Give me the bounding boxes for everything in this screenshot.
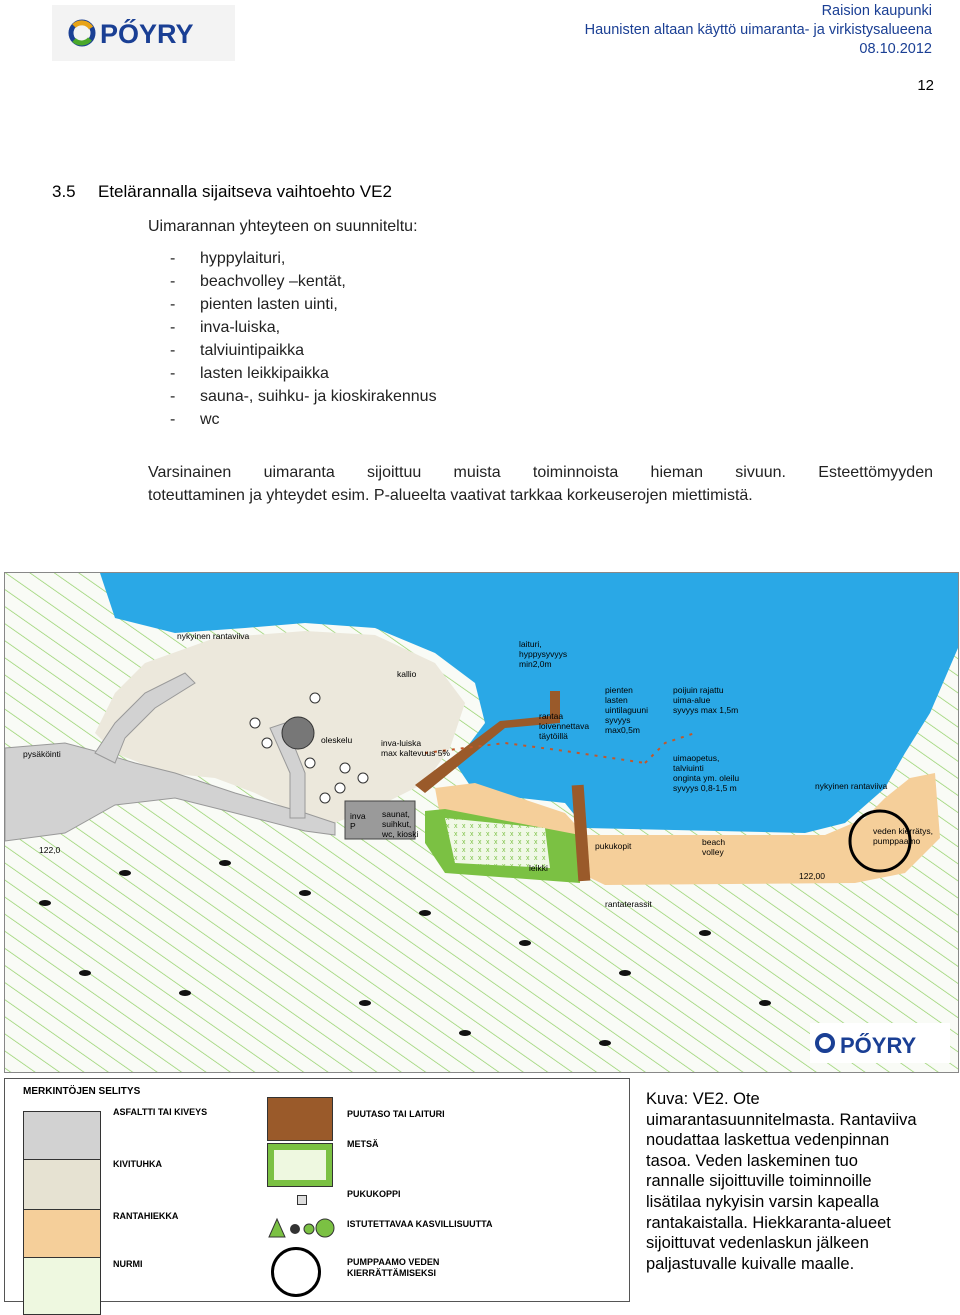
legend-label: ISTUTETTAVAA KASVILLISUUTTA bbox=[347, 1219, 493, 1229]
map-label: 122,0 bbox=[39, 845, 61, 855]
caption-line: rannalle sijoittuville toiminnoille bbox=[646, 1172, 872, 1191]
map-label: pienten lasten uintilaguuni syvyys max0,5m bbox=[605, 685, 649, 735]
dressing-room-icon bbox=[297, 1195, 307, 1205]
figure-caption bbox=[646, 1089, 946, 1274]
map-label: nykyinen rantaviiva bbox=[177, 631, 250, 641]
caption-line: paljastuvalle kuivalle maalle. bbox=[646, 1254, 855, 1273]
map-label: pysäköinti bbox=[23, 749, 61, 759]
map-logo-text: PŐYRY bbox=[840, 1033, 917, 1058]
list-item: - inva-luiska, bbox=[170, 319, 281, 336]
list-item: - wc bbox=[170, 411, 220, 428]
paragraph-line: toteuttaminen ja yhteydet esim. P-alueelta vaativat tarkkaa korkeuserojen miettimistä. bbox=[148, 487, 753, 504]
legend-swatch-wood bbox=[267, 1097, 333, 1141]
body-paragraph bbox=[148, 461, 933, 507]
list-item: - pienten lasten uinti, bbox=[170, 296, 338, 313]
caption-line: rantakaistalla. Hiekkaranta-alueet bbox=[646, 1213, 891, 1232]
section-heading bbox=[52, 182, 392, 202]
map-label: 122,00 bbox=[799, 871, 825, 881]
beach-plan-map bbox=[4, 572, 959, 1073]
page-number: 12 bbox=[917, 77, 934, 94]
list-item: - beachvolley –kentät, bbox=[170, 273, 346, 290]
map-label: pukukopit bbox=[595, 841, 632, 851]
legend-title: MERKINTÖJEN SELITYS bbox=[23, 1086, 141, 1097]
map-label: saunat, suihkut, wc, kioski bbox=[382, 809, 419, 839]
map-label: rantaterassit bbox=[605, 899, 652, 909]
map-label: rantaa loivennettava täytöillä bbox=[539, 711, 590, 741]
legend-label: KIVITUHKA bbox=[113, 1159, 162, 1169]
caption-line: sijoittuvat vedenlaskun jälkeen bbox=[646, 1234, 869, 1253]
poyry-logo bbox=[52, 5, 235, 61]
legend-label: NURMI bbox=[113, 1259, 143, 1269]
map-label: inva-luiska max kaltevuus 5% bbox=[381, 738, 450, 758]
paragraph-line: Varsinainen uimaranta sijoittuu muista toiminnoista hieman sivuun. Esteettömyyden bbox=[148, 464, 933, 481]
logo-text: PŐYRY bbox=[100, 19, 194, 49]
legend-label: ASFALTTI TAI KIVEYS bbox=[113, 1107, 208, 1117]
map-label: inva P bbox=[350, 811, 366, 831]
caption-line: uimarantasuunnitelmasta. Rantaviiva bbox=[646, 1110, 917, 1129]
intro-text: Uimarannan yhteyteen on suunniteltu: bbox=[148, 218, 418, 235]
map-label: poijuin rajattu uima-alue syvyys max 1,5m bbox=[673, 685, 739, 715]
map-label: veden kierrätys, pumppaamo bbox=[873, 826, 933, 846]
map-label: leikki bbox=[529, 863, 548, 873]
map-label: beach volley bbox=[702, 837, 726, 857]
plant-icon bbox=[267, 1215, 337, 1244]
map-legend bbox=[4, 1078, 630, 1302]
header-org: Raision kaupunki bbox=[821, 3, 932, 19]
legend-swatch-lawn bbox=[23, 1257, 101, 1315]
legend-swatch-forest bbox=[267, 1143, 333, 1187]
header-date: 08.10.2012 bbox=[859, 41, 932, 57]
feature-list bbox=[170, 247, 437, 431]
list-item: - talviuintipaikka bbox=[170, 342, 305, 359]
legend-label: METSÄ bbox=[347, 1139, 379, 1149]
legend-label: PUUTASO TAI LAITURI bbox=[347, 1109, 445, 1119]
map-label: kallio bbox=[397, 669, 417, 679]
caption-line: noudattaa laskettua vedenpinnan bbox=[646, 1131, 890, 1150]
section-number: 3.5 bbox=[52, 182, 76, 201]
section-title: Etelärannalla sijaitseva vaihtoehto VE2 bbox=[98, 182, 392, 201]
caption-line: tasoa. Veden laskeminen tuo bbox=[646, 1151, 858, 1170]
list-item: - lasten leikkipaikka bbox=[170, 365, 329, 382]
legend-label: RANTAHIEKKA bbox=[113, 1211, 179, 1221]
legend-label: PUKUKOPPI bbox=[347, 1189, 401, 1199]
map-label: uimaopetus, talviuinti onginta ym. oleilu syvyys 0,8-1,5 m bbox=[673, 753, 740, 793]
list-item: - hyppylaituri, bbox=[170, 250, 286, 267]
legend-label: PUMPPAAMO VEDEN KIERRÄTTÄMISEKSI bbox=[347, 1257, 440, 1278]
caption-line: Kuva: VE2. Ote bbox=[646, 1090, 760, 1108]
header-project: Haunisten altaan käyttö uimaranta- ja virkistysalueena bbox=[584, 22, 932, 38]
caption-line: lisätilaa nykyisin varsin kapealla bbox=[646, 1192, 879, 1211]
map-label: oleskelu bbox=[321, 735, 353, 745]
pump-station-icon bbox=[271, 1247, 321, 1297]
list-item: - sauna-, suihku- ja kioskirakennus bbox=[170, 388, 437, 405]
map-label: laituri, hyppysyvyys min2,0m bbox=[519, 639, 568, 669]
map-label: nykyinen rantaviiva bbox=[815, 781, 888, 791]
